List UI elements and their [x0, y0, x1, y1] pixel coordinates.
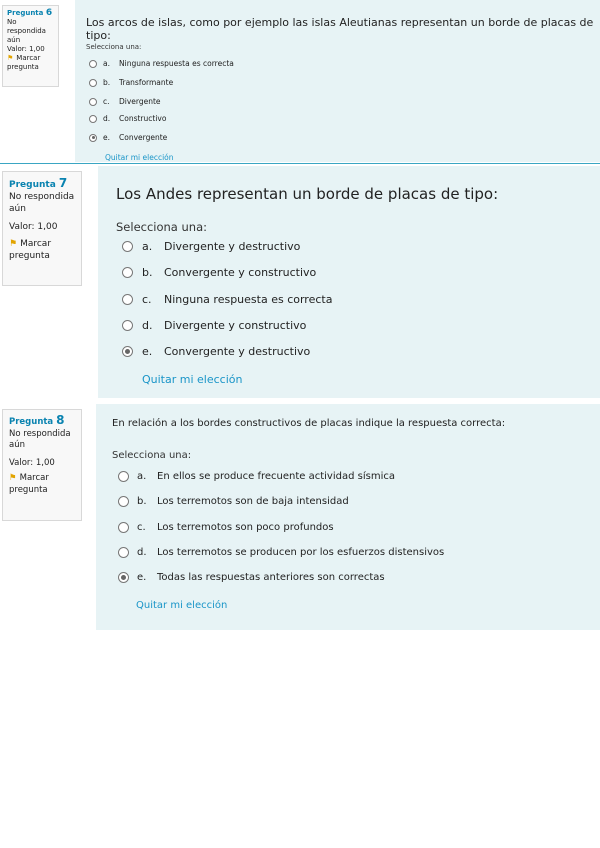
option-letter: a. [103, 59, 110, 68]
answer-option-b[interactable] [122, 266, 316, 279]
option-letter: b. [103, 78, 111, 87]
option-text: Ninguna respuesta es correcta [119, 59, 234, 68]
question-number-value: 8 [56, 413, 65, 427]
answer-option-d[interactable] [89, 114, 166, 123]
option-text: Constructivo [119, 114, 167, 123]
option-letter: e. [137, 572, 147, 583]
answer-option-c[interactable] [89, 97, 161, 106]
radio-button[interactable] [122, 241, 133, 252]
radio-button[interactable] [118, 496, 129, 507]
answer-option-e[interactable] [122, 345, 310, 358]
question-number-value: 6 [45, 8, 53, 18]
answer-option-b[interactable] [89, 78, 173, 87]
flag-label: Marcar pregunta [7, 54, 41, 71]
answer-prompt: Selecciona una: [86, 43, 142, 51]
radio-button[interactable] [89, 60, 97, 68]
option-text: Divergente y constructivo [164, 319, 307, 332]
option-letter: d. [137, 547, 147, 558]
answer-prompt: Selecciona una: [112, 450, 192, 461]
question-text: Los Andes representan un borde de placas de tipo: [116, 185, 499, 203]
option-text: Todas las respuestas anteriores son correctas [157, 572, 385, 583]
option-letter: d. [103, 114, 111, 123]
question-status: No respondida aún [9, 428, 71, 450]
flag-question-link[interactable] [9, 473, 75, 496]
option-text: Convergente [119, 133, 168, 142]
flag-question-link[interactable] [7, 54, 54, 72]
flag-icon: ⚑ [7, 54, 14, 62]
option-letter: a. [137, 471, 147, 482]
question-number [9, 177, 75, 191]
answer-option-b[interactable] [118, 496, 349, 507]
option-letter: c. [137, 522, 146, 533]
question-status: No respondida aún [9, 192, 75, 214]
option-letter: b. [142, 266, 153, 279]
option-text: Divergente y destructivo [164, 240, 301, 253]
flag-icon: ⚑ [9, 473, 17, 483]
answer-option-c[interactable] [122, 293, 332, 306]
option-letter: e. [103, 133, 110, 142]
answer-option-a[interactable] [118, 471, 395, 482]
question-text: Los arcos de islas, como por ejemplo las islas Aleutianas representan un borde de placas de tipo: [86, 16, 594, 42]
question-content-6 [75, 0, 600, 162]
radio-button[interactable] [89, 79, 97, 87]
question-label: Pregunta [9, 417, 54, 427]
question-info-6 [2, 5, 59, 87]
radio-button[interactable] [122, 320, 133, 331]
option-text: Convergente y constructivo [164, 266, 317, 279]
option-letter: a. [142, 240, 153, 253]
question-label: Pregunta [9, 180, 56, 190]
answer-option-c[interactable] [118, 522, 334, 533]
question-text: En relación a los bordes constructivos de placas indique la respuesta correcta: [112, 418, 506, 429]
answer-option-d[interactable] [122, 319, 306, 332]
flag-label: Marcar pregunta [9, 473, 49, 495]
flag-label: Marcar pregunta [9, 239, 52, 261]
option-text: Ninguna respuesta es correcta [164, 293, 333, 306]
clear-choice-link[interactable]: Quitar mi elección [142, 373, 243, 386]
clear-choice-link[interactable]: Quitar mi elección [105, 153, 174, 162]
question-grade: Valor: 1,00 [7, 45, 45, 53]
clear-choice-link[interactable]: Quitar mi elección [136, 600, 228, 611]
option-text: Transformante [119, 78, 174, 87]
flag-icon: ⚑ [9, 239, 18, 249]
radio-button[interactable] [118, 522, 129, 533]
option-text: Los terremotos son poco profundos [157, 522, 334, 533]
option-text: Convergente y destructivo [164, 345, 311, 358]
section-divider [0, 163, 600, 164]
radio-button[interactable] [118, 547, 129, 558]
question-content-7 [98, 166, 600, 398]
question-content-8 [96, 404, 600, 630]
option-letter: d. [142, 319, 153, 332]
question-number [9, 415, 75, 429]
radio-button[interactable] [122, 294, 133, 305]
question-grade: Valor: 1,00 [9, 222, 58, 232]
question-number-value: 7 [58, 176, 68, 190]
question-number [7, 9, 54, 18]
radio-button-selected[interactable] [122, 346, 133, 357]
option-text: Divergente [119, 97, 161, 106]
radio-button-selected[interactable] [118, 572, 129, 583]
radio-button[interactable] [122, 267, 133, 278]
question-status: No respondida aún [7, 18, 46, 44]
radio-button[interactable] [89, 98, 97, 106]
question-info-7 [2, 171, 82, 286]
answer-prompt: Selecciona una: [116, 220, 208, 234]
question-grade: Valor: 1,00 [9, 457, 55, 468]
radio-button[interactable] [89, 115, 97, 123]
radio-button-selected[interactable] [89, 134, 97, 142]
option-text: Los terremotos se producen por los esfuerzos distensivos [157, 547, 445, 558]
answer-option-d[interactable] [118, 547, 444, 558]
option-letter: b. [137, 496, 147, 507]
answer-option-a[interactable] [122, 240, 300, 253]
option-letter: c. [103, 97, 110, 106]
answer-option-e[interactable] [118, 572, 385, 583]
answer-option-e[interactable] [89, 133, 167, 142]
answer-option-a[interactable] [89, 59, 234, 68]
option-text: Los terremotos son de baja intensidad [157, 496, 349, 507]
flag-question-link[interactable] [9, 238, 75, 262]
option-text: En ellos se produce frecuente actividad sísmica [157, 471, 395, 482]
option-letter: c. [142, 293, 152, 306]
option-letter: e. [142, 345, 153, 358]
radio-button[interactable] [118, 471, 129, 482]
question-label: Pregunta [7, 9, 44, 17]
question-info-8 [2, 409, 82, 521]
